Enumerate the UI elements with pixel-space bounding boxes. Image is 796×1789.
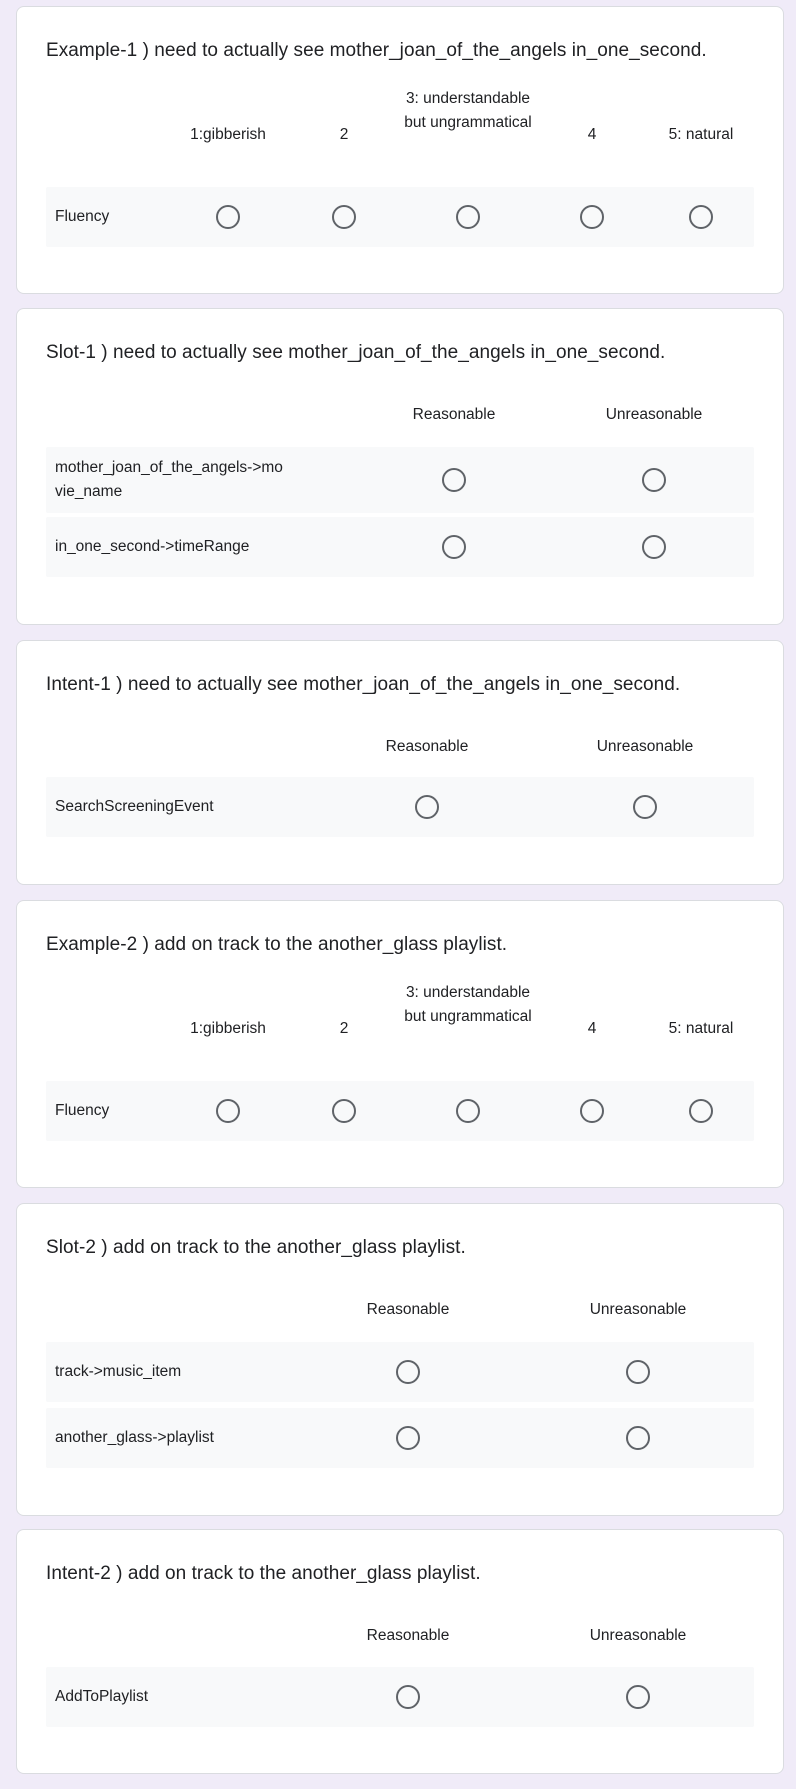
radio-reasonable[interactable] (442, 535, 466, 559)
column-header-reasonable: Reasonable (366, 1301, 450, 1318)
grid-row-fluency (46, 187, 754, 247)
radio-reasonable[interactable] (396, 1426, 420, 1450)
row-label: AddToPlaylist (55, 1688, 149, 1705)
grid-row-intent (46, 1667, 754, 1727)
column-header-unreasonable: Unreasonable (589, 1301, 687, 1318)
column-header-2: 2 (339, 1020, 349, 1037)
radio-reasonable[interactable] (396, 1360, 420, 1384)
row-label: Fluency (55, 208, 110, 225)
radio-1[interactable] (216, 205, 240, 229)
radio-5[interactable] (689, 1099, 713, 1123)
column-header-4: 4 (587, 1020, 597, 1037)
column-header-5: 5: natural (668, 126, 734, 143)
question-title: Example-2 ) add on track to the another_glass playlist. (46, 934, 508, 955)
radio-5[interactable] (689, 205, 713, 229)
column-header-unreasonable: Unreasonable (605, 406, 703, 423)
grid-row-slot-movie-name (46, 447, 754, 513)
radio-2[interactable] (332, 1099, 356, 1123)
column-header-unreasonable: Unreasonable (589, 1627, 687, 1644)
question-card-example-2 (16, 900, 784, 1188)
grid-row-slot-music-item (46, 1342, 754, 1402)
grid-row-intent (46, 777, 754, 837)
column-header-4: 4 (587, 126, 597, 143)
row-label: another_glass->playlist (55, 1429, 214, 1446)
column-header-3: 3: understandable but ungrammatical (404, 90, 532, 131)
radio-unreasonable[interactable] (642, 535, 666, 559)
question-title: Intent-1 ) need to actually see mother_joan_of_the_angels in_one_second. (46, 674, 681, 695)
question-card-slot-1 (16, 308, 784, 625)
question-title: Example-1 ) need to actually see mother_joan_of_the_angels in_one_second. (46, 40, 707, 61)
grid-row-slot-time-range (46, 517, 754, 577)
column-header-reasonable: Reasonable (385, 738, 469, 755)
question-card-intent-2 (16, 1529, 784, 1774)
column-header-unreasonable: Unreasonable (596, 738, 694, 755)
radio-reasonable[interactable] (442, 468, 466, 492)
column-header-5: 5: natural (668, 1020, 734, 1037)
row-label: Fluency (55, 1102, 110, 1119)
question-card-slot-2 (16, 1203, 784, 1516)
question-title: Slot-2 ) add on track to the another_glass playlist. (46, 1237, 466, 1258)
radio-unreasonable[interactable] (633, 795, 657, 819)
column-header-2: 2 (339, 126, 349, 143)
column-header-reasonable: Reasonable (412, 406, 496, 423)
row-label: track->music_item (55, 1363, 182, 1380)
radio-2[interactable] (332, 205, 356, 229)
radio-unreasonable[interactable] (626, 1685, 650, 1709)
question-card-intent-1 (16, 640, 784, 885)
radio-unreasonable[interactable] (626, 1426, 650, 1450)
row-label: mother_joan_of_the_angels->movie_name (55, 459, 283, 500)
row-label: SearchScreeningEvent (55, 798, 214, 815)
question-title: Slot-1 ) need to actually see mother_joan_of_the_angels in_one_second. (46, 342, 666, 363)
radio-3[interactable] (456, 205, 480, 229)
column-header-1: 1:gibberish (190, 126, 266, 143)
question-title: Intent-2 ) add on track to the another_glass playlist. (46, 1563, 481, 1584)
radio-unreasonable[interactable] (642, 468, 666, 492)
radio-1[interactable] (216, 1099, 240, 1123)
radio-4[interactable] (580, 1099, 604, 1123)
grid-row-fluency (46, 1081, 754, 1141)
row-label: in_one_second->timeRange (55, 538, 250, 555)
column-header-reasonable: Reasonable (366, 1627, 450, 1644)
radio-3[interactable] (456, 1099, 480, 1123)
question-card-example-1 (16, 6, 784, 294)
column-header-1: 1:gibberish (190, 1020, 266, 1037)
radio-reasonable[interactable] (415, 795, 439, 819)
grid-row-slot-playlist (46, 1408, 754, 1468)
radio-unreasonable[interactable] (626, 1360, 650, 1384)
radio-4[interactable] (580, 205, 604, 229)
column-header-3: 3: understandable but ungrammatical (404, 984, 532, 1025)
radio-reasonable[interactable] (396, 1685, 420, 1709)
